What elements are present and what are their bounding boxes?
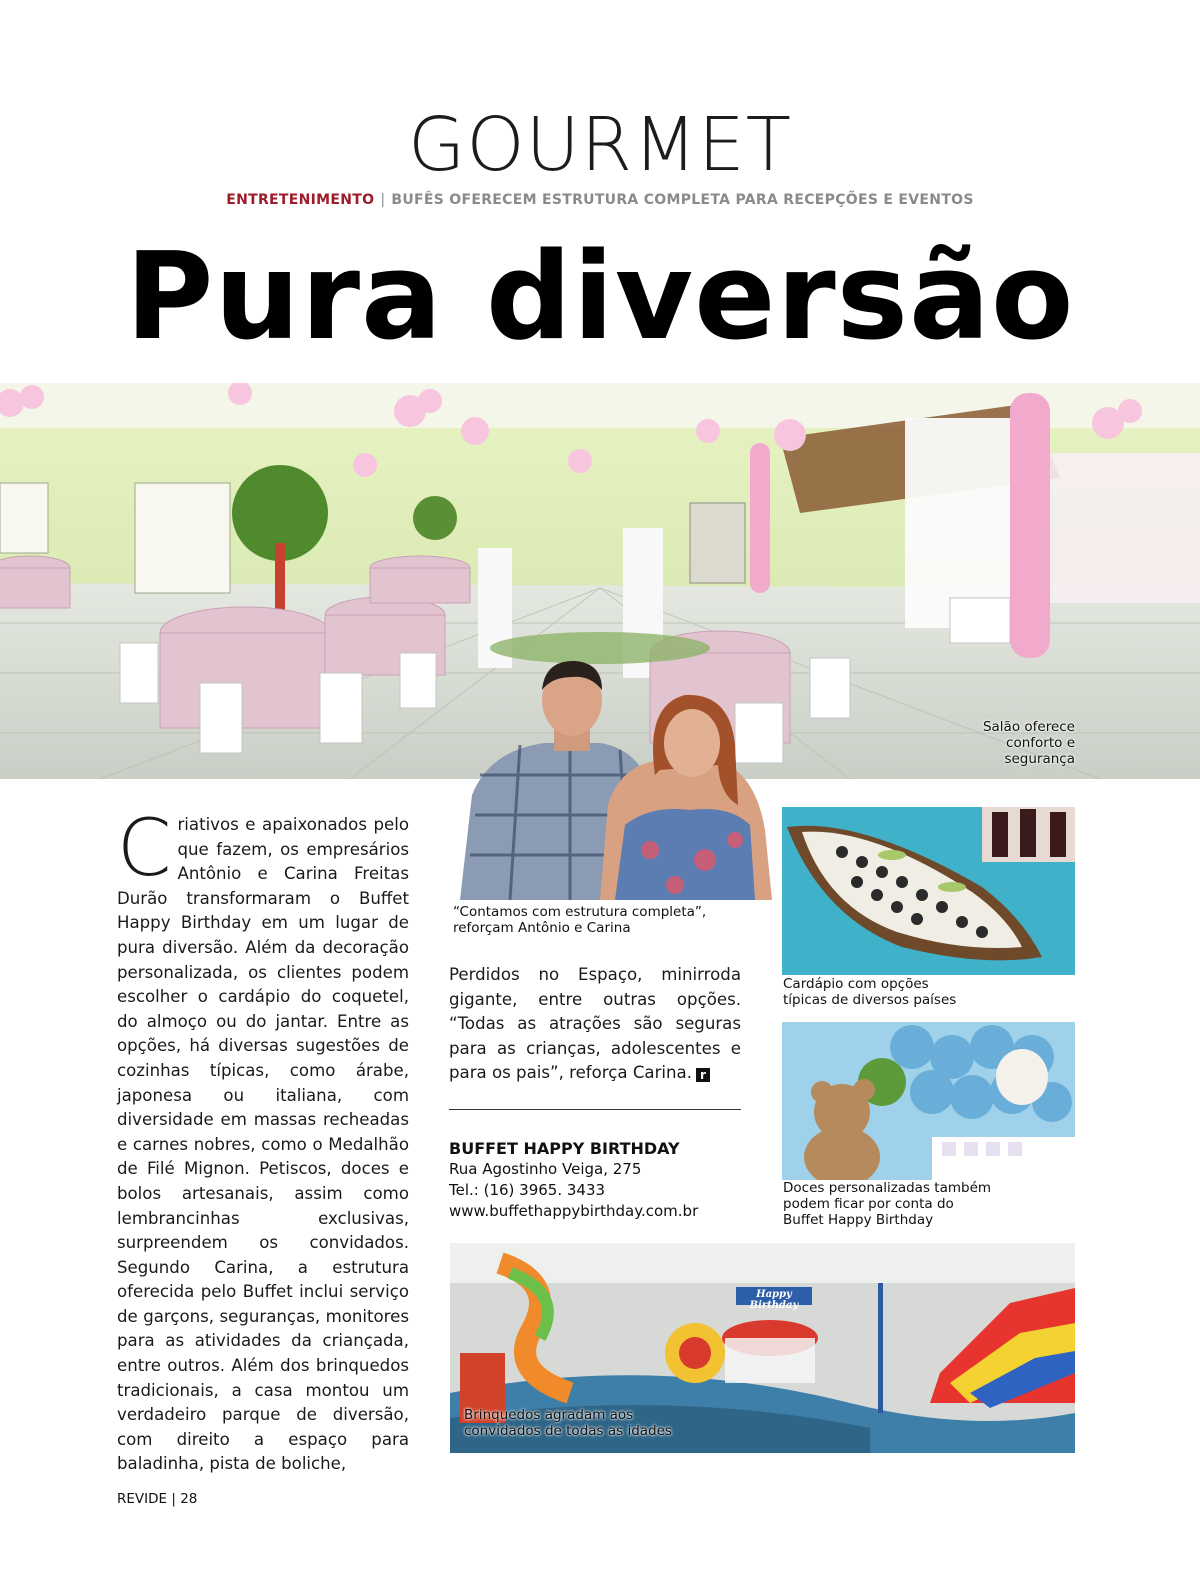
article-column-2: [449, 963, 741, 1086]
article-column-1: [117, 804, 409, 1477]
sweets-photo: [782, 1022, 1075, 1180]
kicker-separator: |: [380, 192, 386, 208]
footer-separator: |: [171, 1491, 176, 1507]
business-name: BUFFET HAPPY BIRTHDAY: [449, 1139, 680, 1158]
couple-caption-line-2: reforçam Antônio e Carina: [453, 920, 631, 936]
kicker-subtitle: BUFÊS OFERECEM ESTRUTURA COMPLETA PARA RECEPÇÕES E EVENTOS: [391, 192, 974, 208]
hall-caption-line-1: Salão oferece: [982, 719, 1075, 735]
drop-cap: C: [117, 804, 172, 894]
article-text-2: Perdidos no Espaço, minirroda gigante, entre outras opções. “Todas as atrações são seguras para as crianças, adolescentes e para os pais”, reforça Carina.: [449, 965, 741, 1083]
info-box: [449, 1138, 749, 1222]
page-number: 28: [180, 1491, 198, 1507]
food-caption-line-1: Cardápio com opções: [783, 976, 929, 992]
couple-photo: [450, 655, 772, 936]
toys-sign: Happy Birthday: [749, 1289, 799, 1311]
kicker: [0, 192, 1200, 208]
section-title: GOURMET: [408, 102, 792, 188]
food-caption-line-2: típicas de diversos países: [783, 992, 957, 1008]
couple-caption-line-1: “Contamos com estrutura completa”,: [453, 904, 707, 920]
magazine-name: REVIDE: [117, 1491, 168, 1507]
article-text-1: riativos e apaixonados pelo que fazem, os empresários Antônio e Carina Freitas Durão transformaram o Buffet Happy Birthday em um lugar de pura diversão. Além da decoração personalizada, os clientes podem escolher o cardápio do coquetel, do almoço ou do jantar. Entre as opções, há diversas sugestões de cozinhas típicas, como árabe, japonesa ou italiana, com diversidade em massas recheadas e carnes nobres, como o Medalhão de Filé Mignon. Petiscos, doces e bolos artesanais, assim como lembrancinhas exclusivas, surpreendem os convidados. Segundo Carina, a estrutura oferecida pelo Buffet inclui serviço de garçons, seguranças, monitores para as atividades da criançada, entre outros. Além dos brinquedos tradicionais, a casa montou um verdadeiro parque de diversão, com direito a espaço para baladinha, pista de boliche,: [117, 815, 409, 1474]
business-website[interactable]: www.buffethappybirthday.com.br: [449, 1202, 699, 1220]
toys-caption-line-2: convidados de todas as idades: [464, 1423, 672, 1439]
page-footer: [117, 1491, 197, 1507]
toys-photo: [450, 1243, 1075, 1453]
hall-caption-line-2: conforto e: [1006, 735, 1075, 751]
business-address: Rua Agostinho Veiga, 275: [449, 1160, 642, 1178]
divider: [449, 1109, 741, 1110]
hall-caption-line-3: segurança: [1004, 751, 1075, 767]
sweets-caption-line-3: Buffet Happy Birthday: [783, 1212, 934, 1228]
category-label: ENTRETENIMENTO: [226, 192, 375, 208]
headline: Pura diversão: [125, 228, 1075, 367]
business-phone: Tel.: (16) 3965. 3433: [449, 1181, 606, 1199]
sweets-caption-line-2: podem ficar por conta do: [783, 1196, 954, 1212]
end-mark-icon: r: [696, 1068, 710, 1082]
toys-caption-line-1: Brinquedos agradam aos: [464, 1407, 634, 1423]
food-photo: [782, 807, 1075, 975]
sweets-caption-line-1: Doces personalizadas também: [783, 1180, 992, 1196]
